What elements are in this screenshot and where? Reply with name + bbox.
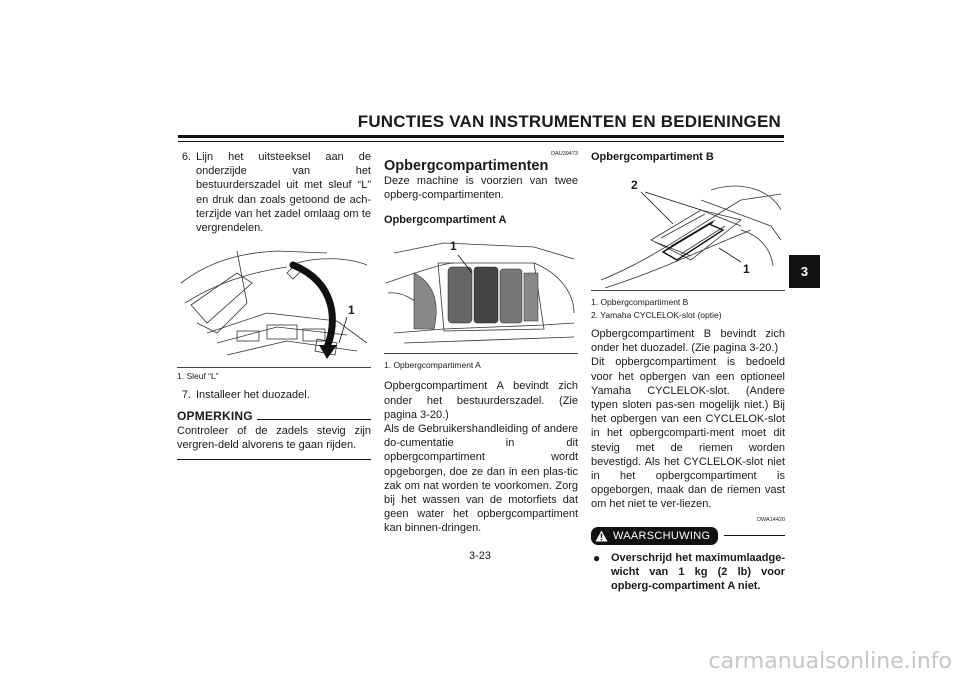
step-7 [177,388,371,402]
figure-compartment-b [591,170,785,291]
section-intro: Deze machine is voorzien van twee opberg-compartimenten. [384,175,578,202]
page-title: FUNCTIES VAN INSTRUMENTEN EN BEDIENINGEN [357,112,781,131]
section-heading: Opbergcompartimenten [384,158,549,174]
note-header [177,409,371,423]
figure-caption-b-2: 2. Yamaha CYCLELOK-slot (optie) [591,310,722,320]
compartment-a-advice: Als de Gebruikershandleiding of andere do-cumentatie in dit opbergcompartiment wordt opgeborgen, doe ze dan in een plas-tic zak om nat worden te voorkomen. Zorg bij het wassen van de motorfiets dat geen water het opbergcompartiment kan binnen-dringen. [384,423,578,535]
chapter-tab: 3 [789,255,820,288]
warning-label: WAARSCHUWING [613,529,711,542]
figure-callout-1: 1 [348,303,355,318]
figure-compartment-a [384,233,578,354]
compartment-b-illustration [591,170,785,290]
note-text: Controleer of de zadels stevig zijn vergren-deld alvorens te gaan rijden. [177,424,371,451]
step-7-text: Installeer het duozadel. [196,389,310,402]
figure-caption-a: 1. Opbergcompartiment A [384,360,481,371]
compartment-b-location: Opbergcompartiment B bevindt zich onder het duozadel. (Zie pagina 3-20.) [591,328,785,355]
watermark: carmanualsonline.info [708,649,952,674]
header-rule-thin [178,141,784,142]
bullet-dot-icon: ● [593,550,601,565]
note-title-rule [257,419,371,420]
compartment-b-purpose: Dit opbergcompartiment is bedoeld voor het opbergen van een optioneel Yamaha CYCLELOK-slot. (Andere typen sloten pas-sen mogelijk niet.) Bij het opbergen van een CYCLELOK-slot in het opbergcomparti-ment moet dit stevig met de riemen worden bevestigd. Als het CYCLELOK-slot niet in het opbergcompartiment is opgeborgen, maak dan de riemen vast om het niet te ver-liezen. [591,356,785,511]
note-end-rule [177,459,371,460]
column-3 [591,150,785,593]
column-2 [384,150,578,536]
figure-caption-b-1: 1. Opbergcompartiment B [591,297,689,307]
column-1 [177,150,371,460]
step-6 [177,150,371,235]
figure-seat-slot [177,243,371,368]
compartment-a-location: Opbergcompartiment A bevindt zich onder het bestuurderszadel. (Zie pagina 3-20.) [384,380,578,421]
figure-callout-b-2: 2 [631,178,638,192]
doc-code: DAU39473 [551,151,578,157]
page-number: 3-23 [468,550,492,562]
warning-triangle-icon [595,530,608,542]
warning-badge [591,527,718,545]
step-6-text: Lijn het uitsteeksel aan de onderzijde van het bestuurderszadel uit met sleuf “L” en druk dan zoals getoond de ach-terzijde van het zadel omlaag om te vergrendelen. [196,151,371,235]
figure-caption: 1. Sleuf “L” [177,371,219,382]
figure-callout-b-1: 1 [743,262,750,276]
step-6-number: 6. [181,151,191,163]
subheading-compartment-a: Opbergcompartiment A [384,214,507,227]
warning-text: Overschrijd het maximumlaadge-wicht van 1 kg (2 lb) voor opberg-compartiment A niet. [611,551,785,593]
seat-slot-illustration [177,243,371,367]
warning-code: DWA14420 [757,516,785,523]
note-title: OPMERKING [177,409,253,424]
warning-bullet [591,551,785,594]
figure-callout-a: 1 [450,239,457,254]
warning-rule [724,535,785,536]
step-7-number: 7. [181,389,191,402]
subheading-compartment-b: Opbergcompartiment B [591,151,714,163]
compartment-a-illustration [384,233,578,353]
warning-header [591,527,785,545]
header-rule-thick [178,135,784,138]
